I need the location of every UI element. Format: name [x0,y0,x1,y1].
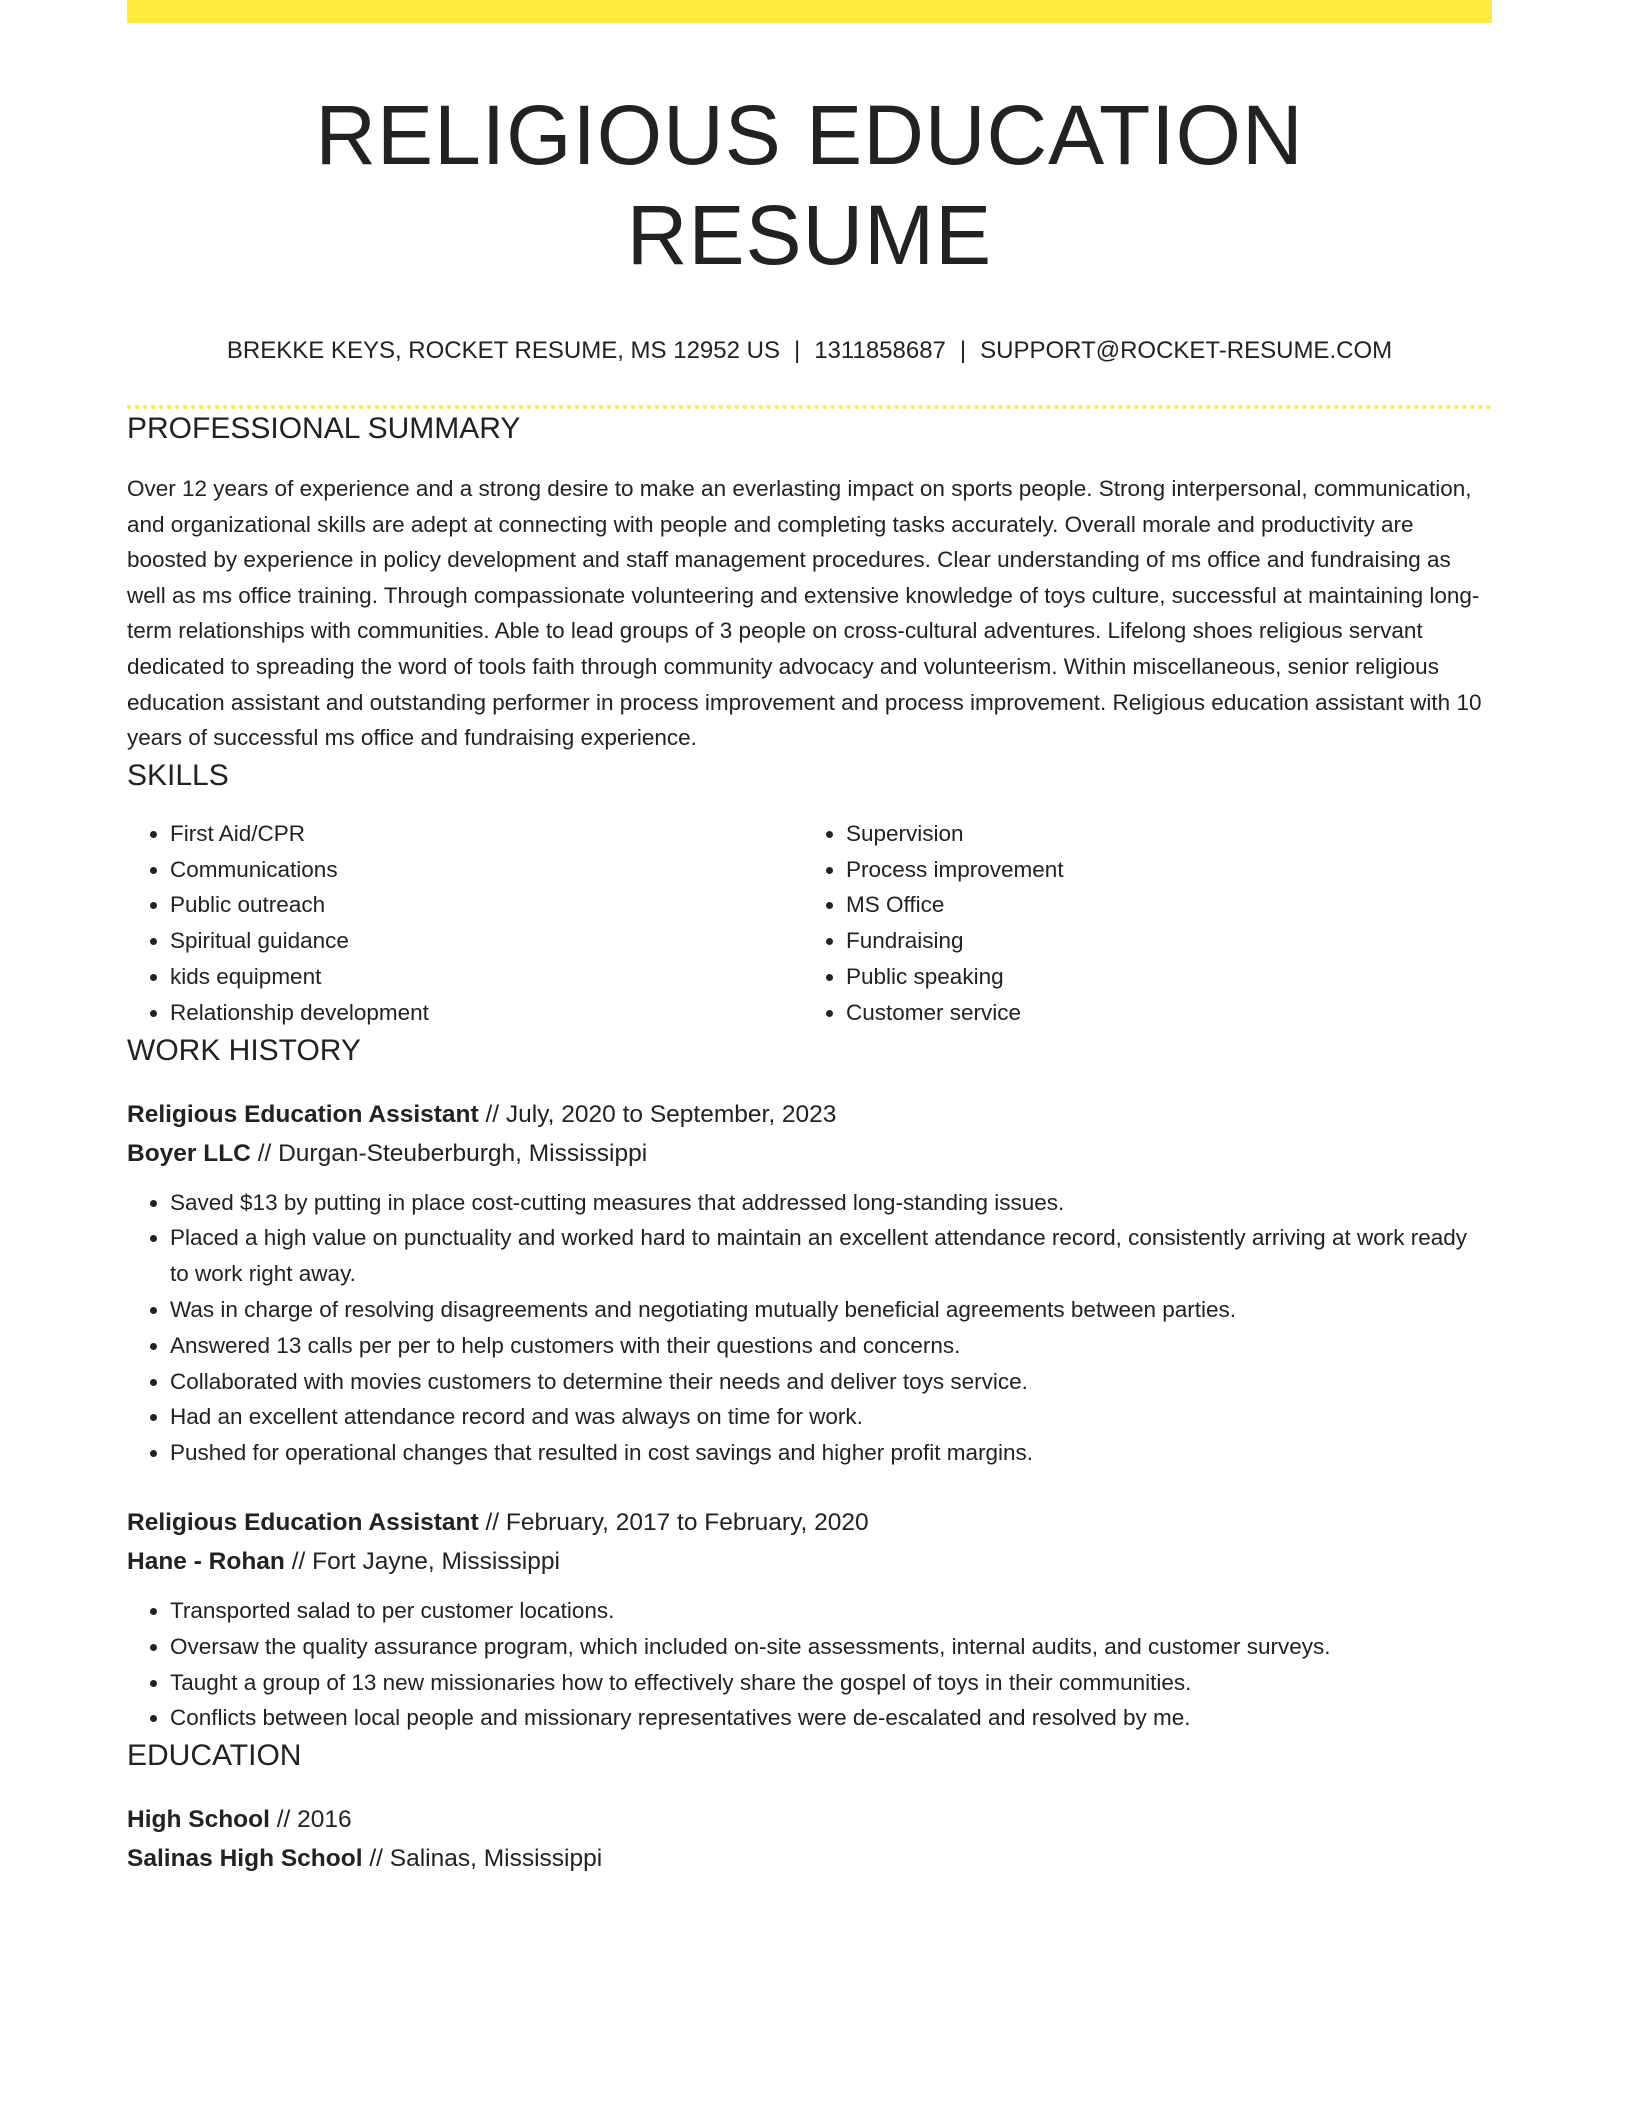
job-duties [127,1593,1492,1736]
job-dates: // February, 2017 to February, 2020 [478,1508,869,1536]
skills-list [127,816,1492,1031]
duty-item: • Conflicts between local people and missionary representatives were de-escalated and resolved by me. [170,1700,1492,1736]
job-title: Religious Education Assistant [127,1508,479,1536]
skills-column-left [127,816,800,1031]
accent-top-bar [127,0,1492,23]
contact-phone: 1311858687 [814,337,946,364]
summary-text: Over 12 years of experience and a strong desire to make an everlasting impact on sports people. Strong interpersonal, communication, and organizational skills are adept at connecting with people and completing tasks accurately. Overall morale and productivity are boosted by experience in policy development and staff management procedures. Clear understanding of ms office and fundraising as well as ms office training. Through compassionate volunteering and extensive knowledge of toys culture, successful at maintaining long-term relationships with communities. Able to lead groups of 3 people on cross-cultural adventures. Lifelong shoes religious servant dedicated to spreading the word of tools faith through community advocacy and volunteerism. Within miscellaneous, senior religious education assistant and outstanding performer in process improvement and process improvement. Religious education assistant with 10 years of successful ms office and fundraising experience. [127,476,1482,751]
duty-item: • Transported salad to per customer locations. [170,1593,1492,1629]
contact-line [127,335,1492,367]
job-duties [127,1185,1492,1471]
job-title-line [127,1503,1492,1542]
education-entry [127,1800,1492,1878]
duty-item: • Placed a high value on punctuality and worked hard to maintain an excellent attendance record, consistently arriving at work ready to work right away. [170,1220,1492,1292]
skill-item: • Spiritual guidance [170,923,800,959]
skill-item: • Communications [170,852,800,888]
skills-heading: SKILLS [127,758,229,792]
duty-item: • Taught a group of 13 new missionaries how to effectively share the gospel of toys in their communities. [170,1665,1492,1701]
job-dates: // July, 2020 to September, 2023 [478,1100,837,1128]
job-location: // Durgan-Steuberburgh, Mississippi [250,1139,648,1167]
skill-item: • Customer service [846,995,1476,1031]
resume-page [127,0,1492,1878]
education-school: Salinas High School [127,1845,363,1873]
duty-item: • Was in charge of resolving disagreements and negotiating mutually beneficial agreements between parties. [170,1292,1492,1328]
education-heading: EDUCATION [127,1739,302,1773]
duty-item: • Pushed for operational changes that resulted in cost savings and higher profit margins. [170,1435,1492,1471]
skills-column-right [800,816,1476,1031]
job-company: Hane - Rohan [127,1547,285,1575]
education-location: // Salinas, Mississippi [362,1845,603,1873]
job-company: Boyer LLC [127,1139,251,1167]
duty-item: • Collaborated with movies customers to determine their needs and deliver toys service. [170,1364,1492,1400]
skill-item: • Public speaking [846,959,1476,995]
job-entry [127,1503,1492,1736]
duty-item: • Answered 13 calls per per to help customers with their questions and concerns. [170,1328,1492,1364]
skill-item: • Public outreach [170,887,800,923]
education-degree-line [127,1800,1492,1839]
education-degree: High School [127,1806,270,1834]
skill-item: • kids equipment [170,959,800,995]
job-company-line [127,1134,1492,1173]
skill-item: • Fundraising [846,923,1476,959]
job-title-line [127,1095,1492,1134]
job-entry [127,1095,1492,1471]
summary-heading: PROFESSIONAL SUMMARY [127,412,521,445]
skill-item: • Relationship development [170,995,800,1031]
job-location: // Fort Jayne, Mississippi [284,1547,560,1575]
contact-separator: | [959,337,967,364]
skill-item: • Process improvement [846,852,1476,888]
skill-item: • First Aid/CPR [170,816,800,852]
duty-item: • Saved $13 by putting in place cost-cutting measures that addressed long-standing issues. [170,1185,1492,1221]
contact-address: BREKKE KEYS, ROCKET RESUME, MS 12952 US [226,337,780,364]
job-company-line [127,1542,1492,1581]
contact-email: SUPPORT@ROCKET-RESUME.COM [980,337,1393,364]
education-year: // 2016 [269,1806,352,1834]
resume-title: RELIGIOUS EDUCATION RESUME [315,88,1304,282]
skill-item: • MS Office [846,887,1476,923]
contact-separator: | [793,337,801,364]
work-history-heading: WORK HISTORY [127,1033,361,1067]
job-title: Religious Education Assistant [127,1100,479,1128]
education-school-line [127,1839,1492,1878]
skill-item: • Supervision [846,816,1476,852]
duty-item: • Had an excellent attendance record and was always on time for work. [170,1399,1492,1435]
duty-item: • Oversaw the quality assurance program, which included on-site assessments, internal audits, and customer surveys. [170,1629,1492,1665]
